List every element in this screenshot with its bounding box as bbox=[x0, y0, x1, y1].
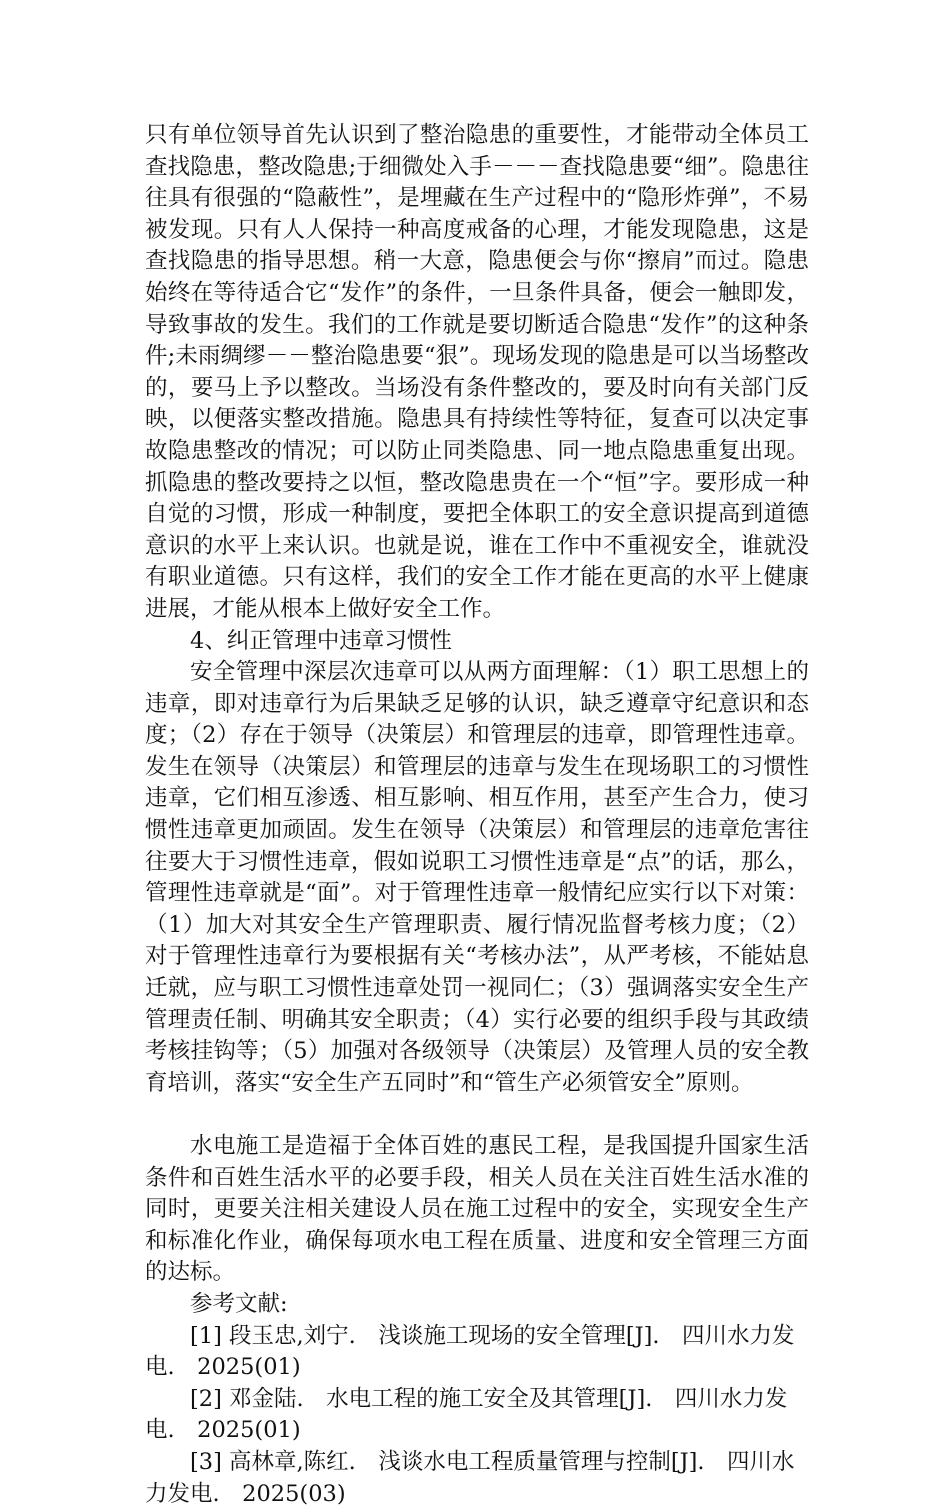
body-paragraph-violations: 安全管理中深层次违章可以从两方面理解：（1）职工思想上的违章，即对违章行为后果缺乏足够的认识，缺乏遵章守纪意识和态度；（2）存在于领导（决策层）和管理层的违章，即管理性违章。发生在领导（决策层）和管理层的违章与发生在现场职工的习惯性违章，它们相互渗透、相互影响、相互作用，甚至产生合力，使习惯性违章更加顽固。发生在领导（决策层）和管理层的违章危害往往要大于习惯性违章，假如说职工习惯性违章是“点”的话，那么，管理性违章就是“面”。对于管理性违章一般情纪应实行以下对策：（1）加大对其安全生产管理职责、履行情况监督考核力度；（2）对于管理性违章行为要根据有关“考核办法”，从严考核，不能姑息迁就，应与职工习惯性违章处罚一视同仁；（3）强调落实安全生产管理责任制、明确其安全职责；（4）实行必要的组织手段与其政绩考核挂钩等；（5）加强对各级领导（决策层）及管理人员的安全教育培训，落实“安全生产五同时”和“管生产必须管安全”原则。 bbox=[145, 659, 809, 1096]
reference-item-1: [1] 段玉忠,刘宁. 浅谈施工现场的安全管理[J]. 四川水力发电. 2025(01) bbox=[145, 1322, 795, 1381]
reference-item-3: [3] 高林章,陈红. 浅谈水电工程质量管理与控制[J]. 四川水力发电. 2025(03) bbox=[145, 1448, 795, 1507]
reference-item-2: [2] 邓金陆. 水电工程的施工安全及其管理[J]. 四川水力发电. 2025(01) bbox=[145, 1385, 788, 1444]
paragraph-spacer bbox=[145, 1099, 809, 1131]
section-heading-4: 4、纠正管理中违章习惯性 bbox=[190, 627, 452, 654]
references-title: 参考文献: bbox=[190, 1290, 288, 1317]
body-paragraph-hazards: 只有单位领导首先认识到了整治隐患的重要性，才能带动全体员工查找隐患，整改隐患;于细微处入手－－－查找隐患要“细”。隐患往往具有很强的“隐蔽性”，是埋藏在生产过程中的“隐形炸弹”，不易被发现。只有人人保持一种高度戒备的心理，才能发现隐患，这是查找隐患的指导思想。稍一大意，隐患便会与你“擦肩”而过。隐患始终在等待适合它“发作”的条件，一旦条件具备，便会一触即发，导致事故的发生。我们的工作就是要切断适合隐患“发作”的这种条件;未雨绸缪－－整治隐患要“狠”。现场发现的隐患是可以当场整改的，要马上予以整改。当场没有条件整改的，要及时向有关部门反映，以便落实整改措施。隐患具有持续性等特征，复查可以决定事故隐患整改的情况；可以防止同类隐患、同一地点隐患重复出现。抓隐患的整改要持之以恒，整改隐患贵在一个“恒”字。要形成一种自觉的习惯，形成一种制度，要把全体职工的安全意识提高到道德意识的水平上来认识。也就是说，谁在工作中不重视安全，谁就没有职业道德。只有这样，我们的安全工作才能在更高的水平上健康进展，才能从根本上做好安全工作。 bbox=[145, 122, 809, 622]
document-body bbox=[145, 120, 809, 1510]
body-paragraph-conclusion: 水电施工是造福于全体百姓的惠民工程，是我国提升国家生活条件和百姓生活水平的必要手段，相关人员在关注百姓生活水准的同时，更要关注相关建设人员在施工过程中的安全，实现安全生产和标准化作业，确保每项水电工程在质量、进度和安全管理三方面的达标。 bbox=[145, 1133, 809, 1286]
